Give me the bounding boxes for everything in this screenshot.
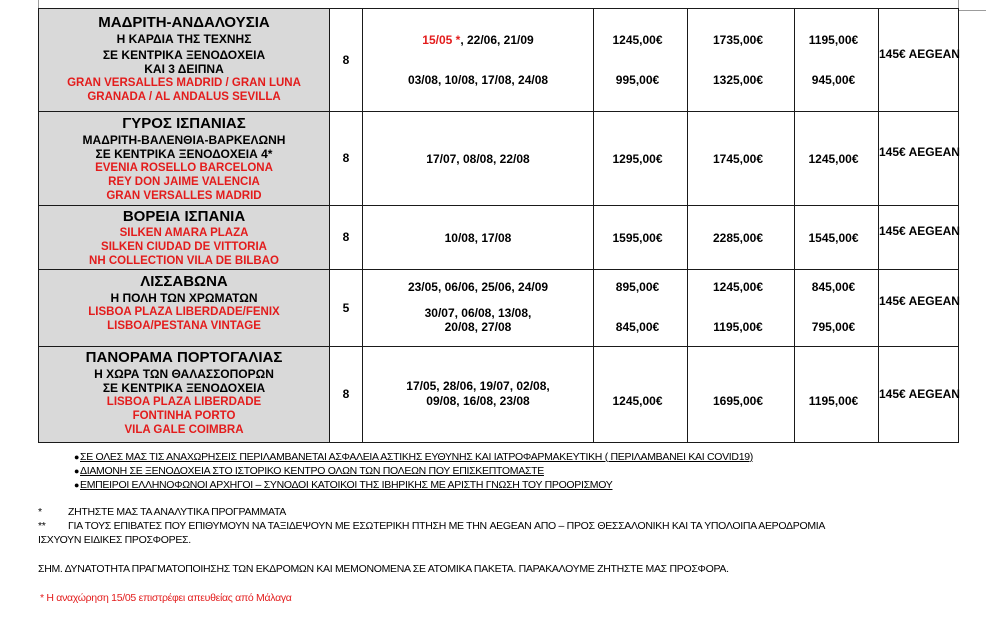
price-cell: [795, 347, 879, 443]
bullet-icon: ●: [74, 480, 80, 490]
price-cell: [795, 270, 879, 347]
tours-table: [38, 8, 959, 443]
departure-date-highlight: 15/05 *: [422, 33, 461, 47]
list-item: [74, 465, 544, 477]
tour-subtitle: ΜΑΔΡΙΤΗ-ΒΑΛΕΝΘΙΑ-ΒΑΡΚΕΛΩΝΗ: [82, 133, 286, 147]
list-item: [74, 451, 753, 463]
tour-name-cell: [39, 112, 330, 206]
hotel-name: REY DON JAIME VALENCIA: [108, 176, 260, 188]
departure-dates: 03/08, 10/08, 17/08, 24/08: [407, 72, 549, 87]
tour-name-cell: [39, 206, 330, 270]
tour-title: ΜΑΔΡΙΤΗ-ΑΝΔΑΛΟΥΣΙΑ: [98, 14, 270, 31]
days-cell: 8: [330, 347, 363, 443]
departure-dates: 10/08, 17/08: [444, 231, 512, 245]
page-margin-guide-top: [958, 10, 986, 11]
tour-title: ΓΥΡΟΣ ΙΣΠΑΝΙΑΣ: [122, 115, 246, 132]
tour-info-line: ΣΕ ΚΕΝΤΡΙΚΑ ΞΕΝΟΔΟΧΕΙΑ: [102, 48, 266, 62]
airline-cell: [879, 112, 959, 206]
hotel-name: EVENIA ROSELLO BARCELONA: [95, 162, 273, 174]
tour-subtitle: Η ΚΑΡΔΙΑ ΤΗΣ ΤΕΧΝΗΣ: [116, 32, 252, 46]
red-note-text: * Η αναχώρηση 15/05 επιστρέφει απευθείας από Μάλαγα: [40, 592, 292, 604]
airline-fare: 145€ AEGEAN: [879, 47, 960, 61]
table-row: [39, 347, 959, 443]
table-row: [39, 270, 959, 347]
tour-info-line: ΣΕ ΚΕΝΤΡΙΚΑ ΞΕΝΟΔΟΧΕΙΑ 4*: [95, 147, 273, 161]
list-item: [74, 479, 613, 491]
price-cell: [795, 206, 879, 270]
price-cell: [795, 9, 879, 112]
price-cell: [688, 270, 795, 347]
hotel-name: LISBOA PLAZA LIBERDADE/FENIX: [88, 306, 280, 318]
airline-cell: [879, 347, 959, 443]
footnote-dstar-mark: **: [38, 520, 46, 532]
price-value: 1735,00€: [712, 33, 764, 47]
price-value: 1195,00€: [713, 319, 763, 334]
airline-fare: 145€ AEGEAN: [879, 224, 960, 238]
bullet-icon: ●: [74, 452, 80, 462]
tour-title: ΠΑΝΟΡΑΜΑ ΠΟΡΤΟΓΑΛΙΑΣ: [85, 349, 283, 366]
price-cell: [688, 112, 795, 206]
price-cell: [688, 206, 795, 270]
days-cell: 5: [330, 270, 363, 347]
dates-cell: [363, 270, 594, 347]
airline-fare: 145€ AEGEAN: [879, 294, 960, 308]
departure-dates: 23/05, 06/06, 25/06, 24/09: [407, 280, 549, 294]
bullet-icon: ●: [74, 466, 80, 476]
price-cell: [594, 347, 688, 443]
hotel-name: GRAN VERSALLES MADRID / GRAN LUNA: [67, 77, 301, 89]
table-row: [39, 9, 959, 112]
price-cell: [594, 112, 688, 206]
dates-cell: [363, 347, 594, 443]
dates-cell: [363, 112, 594, 206]
footnote-star-mark: *: [38, 506, 42, 518]
price-value: 1245,00€: [612, 394, 663, 408]
airline-fare: 145€ AEGEAN: [879, 387, 960, 401]
tour-name-cell: [39, 9, 330, 112]
airline-cell: [879, 270, 959, 347]
tour-name-cell: [39, 270, 330, 347]
hotel-name: VILA GALE COIMBRA: [124, 424, 244, 436]
tour-title: ΛΙΣΣΑΒΩΝΑ: [140, 273, 228, 290]
price-cell: [594, 9, 688, 112]
departure-dates: 15/05 *, 22/06, 21/09: [422, 33, 534, 47]
price-value: 1245,00€: [612, 33, 663, 47]
days-cell: 8: [330, 206, 363, 270]
hotel-name: FONTINHA PORTO: [132, 410, 236, 422]
price-value: 1245,00€: [712, 280, 764, 294]
days-cell: 8: [330, 112, 363, 206]
hotel-name: LISBOA PLAZA LIBERDADE: [106, 396, 262, 408]
note-text: ΕΜΠΕΙΡΟΙ ΕΛΛΗΝΟΦΩΝΟΙ ΑΡΧΗΓΟΙ – ΣΥΝΟΔΟΙ ΚΑΤΟΙΚΟΙ ΤΗΣ ΙΒΗΡΙΚΗΣ ΜΕ ΑΡΙΣΤΗ ΓΝΩΣΗ ΤΟΥ ΠΡΟΟΡΙΣΜΟΥ: [80, 479, 613, 491]
hotel-name: SILKEN CIUDAD DE VITTORIA: [101, 241, 267, 253]
table-row: [39, 112, 959, 206]
price-value: 1695,00€: [712, 394, 764, 408]
price-value: 795,00€: [811, 319, 856, 334]
departure-dates: 17/07, 08/08, 22/08: [426, 152, 530, 166]
departure-dates: 17/05, 28/06, 19/07, 02/08,: [406, 379, 550, 393]
tour-subtitle: Η ΠΟΛΗ ΤΩΝ ΧΡΩΜΑΤΩΝ: [110, 291, 258, 305]
departure-dates: 20/08, 27/08: [444, 320, 512, 334]
departure-dates: 30/07, 06/08, 13/08,: [424, 305, 532, 320]
footnote-text: ΖΗΤΗΣΤΕ ΜΑΣ ΤΑ ΑΝΑΛΥΤΙΚΑ ΠΡΟΓΡΑΜΜΑΤΑ: [68, 506, 287, 518]
tour-title: ΒΟΡΕΙΑ ΙΣΠΑΝΙΑ: [122, 208, 246, 225]
price-value: 895,00€: [615, 280, 660, 294]
price-value: 1295,00€: [612, 152, 663, 166]
price-value: 2285,00€: [712, 231, 764, 245]
footnote-text: ΙΣΧΥΟΥΝ ΕΙΔΙΚΕΣ ΠΡΟΣΦΟΡΕΣ.: [38, 534, 191, 546]
price-value: 1245,00€: [808, 152, 859, 166]
hotel-name: NH COLLECTION VILA DE BILBAO: [89, 255, 279, 267]
note-text: ΔΙΑΜΟΝΗ ΣΕ ΞΕΝΟΔΟΧΕΙΑ ΣΤΟ ΙΣΤΟΡΙΚΟ ΚΕΝΤΡΟ ΟΛΩΝ ΤΩΝ ΠΟΛΕΩΝ ΠΟΥ ΕΠΙΣΚΕΠΤΟΜΑΣΤΕ: [80, 465, 544, 477]
tour-info-line: ΣΕ ΚΕΝΤΡΙΚΑ ΞΕΝΟΔΟΧΕΙΑ: [102, 381, 266, 395]
table-row: [39, 206, 959, 270]
price-cell: [795, 112, 879, 206]
airline-cell: [879, 206, 959, 270]
price-value: 845,00€: [811, 280, 856, 294]
footnote-text: ΓΙΑ ΤΟΥΣ ΕΠΙΒΑΤΕΣ ΠΟΥ ΕΠΙΘΥΜΟΥΝ ΝΑ ΤΑΞΙΔΕΨΟΥΝ ΜΕ ΕΣΩΤΕΡΙΚΗ ΠΤΗΣΗ ΜΕ ΤΗΝ AEGEAN ΑΠΟ – ΠΡΟΣ ΘΕΣΣΑΛΟΝΙΚΗ ΚΑΙ ΤΑ ΥΠΟΛΟΙΠΑ ΑΕΡΟΔΡΟΜΙΑ: [68, 520, 826, 532]
price-value: 995,00€: [615, 72, 660, 87]
days-cell: 8: [330, 9, 363, 112]
price-cell: [594, 270, 688, 347]
price-cell: [594, 206, 688, 270]
airline-cell: [879, 9, 959, 112]
price-value: 1745,00€: [712, 152, 764, 166]
departure-dates: 09/08, 16/08, 23/08: [426, 393, 530, 408]
price-value: 945,00€: [811, 72, 856, 87]
airline-fare: 145€ AEGEAN: [879, 145, 960, 159]
note-text: ΣΕ ΟΛΕΣ ΜΑΣ ΤΙΣ ΑΝΑΧΩΡΗΣΕΙΣ ΠΕΡΙΛΑΜΒΑΝΕΤΑΙ ΑΣΦΑΛΕΙΑ ΑΣΤΙΚΗΣ ΕΥΘΥΝΗΣ ΚΑΙ ΙΑΤΡΟΦΑΡΜΑΚΕΥΤΙΚΗ ( ΠΕΡΙΛΑΜΒΑΝΕΙ ΚΑΙ COVID19): [80, 451, 753, 463]
price-value: 845,00€: [615, 319, 660, 334]
price-value: 1545,00€: [808, 231, 859, 245]
hotel-name: GRANADA / AL ANDALUS SEVILLA: [87, 91, 281, 103]
hotel-name: GRAN VERSALLES MADRID: [106, 190, 262, 202]
dates-cell: [363, 206, 594, 270]
note-text: ΣΗΜ. ΔΥΝΑΤΟΤΗΤΑ ΠΡΑΓΜΑΤΟΠΟΙΗΣΗΣ ΤΩΝ ΕΚΔΡΟΜΩΝ ΚΑΙ ΜΕΜΟΝΟΜΕΝΑ ΣΕ ΑΤΟΜΙΚΑ ΠΑΚΕΤΑ. ΠΑΡΑΚΑΛΟΥΜΕ ΖΗΤΗΣΤΕ ΜΑΣ ΠΡΟΣΦΟΡΑ.: [38, 563, 729, 575]
dates-cell: [363, 9, 594, 112]
price-value: 1595,00€: [612, 231, 663, 245]
tour-subtitle: Η ΧΩΡΑ ΤΩΝ ΘΑΛΑΣΣΟΠΟΡΩΝ: [94, 367, 274, 381]
price-cell: [688, 347, 795, 443]
price-value: 1195,00€: [808, 394, 859, 408]
price-cell: [688, 9, 795, 112]
hotel-name: LISBOA/PESTANA VINTAGE: [107, 320, 261, 332]
price-value: 1325,00€: [712, 72, 764, 87]
price-value: 1195,00€: [808, 33, 859, 47]
tour-name-cell: [39, 347, 330, 443]
hotel-name: SILKEN AMARA PLAZA: [119, 227, 249, 239]
tour-info-line: ΚΑΙ 3 ΔΕΙΠΝΑ: [144, 62, 224, 76]
